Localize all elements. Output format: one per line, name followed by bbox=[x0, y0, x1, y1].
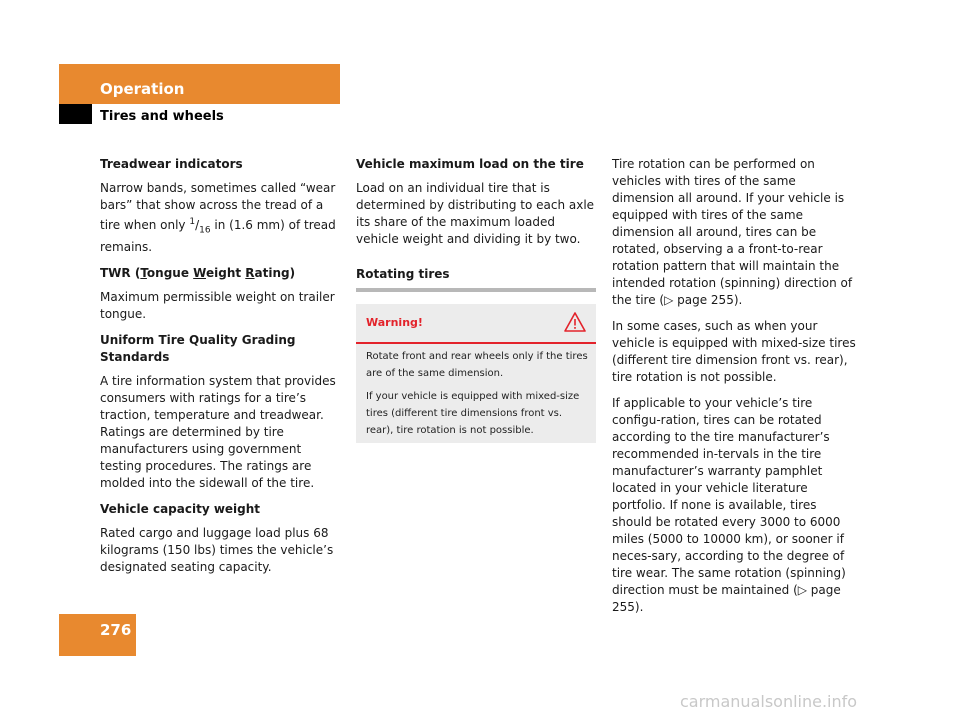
page-number: 276 bbox=[100, 621, 132, 639]
treadwear-text: Narrow bands, sometimes called “wear bars” that show across the tread of a tire when only $^1/_{16}$ in (1.6 mm) of tread remains. bbox=[100, 181, 336, 255]
capacity-heading: Vehicle capacity weight bbox=[100, 502, 261, 517]
column-middle bbox=[356, 156, 596, 292]
treadwear-heading: Treadwear indicators bbox=[100, 157, 243, 171]
fraction: $^1/_{16}$ bbox=[189, 217, 211, 236]
column-right bbox=[612, 156, 857, 625]
maxload-heading: Vehicle maximum load on the tire bbox=[356, 157, 584, 171]
warning-header bbox=[356, 304, 596, 344]
rotation-text-3: If applicable to your vehicle’s tire configu-ration, tires can be rotated according to the tire manufacturer’s recommended in-tervals in the tire manufacturer’s warranty pamphlet located in your vehicle literature portfolio. If none is available, tires should be rotated every 3000 to 6000 miles (5000 to 10000 km), or sooner if neces-sary, according to the degree of tire wear. The same rotation (spinning) direction must be maintained (▷ page 255). bbox=[612, 396, 846, 614]
warning-box bbox=[356, 304, 596, 443]
warning-text-1: Rotate front and rear wheels only if the tires are of the same dimension. bbox=[366, 351, 588, 379]
warning-body bbox=[366, 348, 588, 445]
twr-heading: TWR (Tongue Weight Rating) bbox=[100, 266, 296, 281]
utqg-text: A tire information system that provides consumers with ratings for a tire’s traction, temperature and treadwear. Ratings are determined by tire manufacturers using government testing procedures. The ratings are molded into the sidewall of the tire. bbox=[100, 374, 336, 491]
warning-triangle-icon bbox=[564, 312, 586, 332]
twr-text: Maximum permissible weight on trailer tongue. bbox=[100, 290, 335, 322]
capacity-text: Rated cargo and luggage load plus 68 kilograms (150 lbs) times the vehicle’s designated seating capacity. bbox=[100, 526, 334, 575]
maxload-text: Load on an individual tire that is determined by distributing to each axle its share of the maximum loaded vehicle weight and dividing it by two. bbox=[356, 181, 595, 246]
watermark: carmanualsonline.info bbox=[680, 692, 858, 711]
warning-title: Warning! bbox=[366, 316, 423, 329]
header-marker bbox=[59, 104, 92, 124]
warning-text-2: If your vehicle is equipped with mixed-size tires (different tire dimensions front vs. rear), tire rotation is not possible. bbox=[366, 391, 580, 436]
section-title: Operation bbox=[100, 80, 185, 98]
rotation-text-2: In some cases, such as when your vehicle is equipped with mixed-size tires (different tire dimension front vs. rear), tire rotation is not possible. bbox=[612, 319, 856, 384]
column-left bbox=[100, 156, 345, 585]
utqg-heading: Uniform Tire Quality Grading Standards bbox=[100, 333, 296, 365]
rotation-text-1: Tire rotation can be performed on vehicles with tires of the same dimension all around. If your vehicle is equipped with tires of the same dimension all around, tires can be rotated, observing a a front-to-rear rotation pattern that will maintain the intended rotation (spinning) direction of the tire (▷ page 255). bbox=[612, 157, 853, 307]
rotating-heading: Rotating tires bbox=[356, 266, 596, 292]
subsection-title: Tires and wheels bbox=[100, 109, 224, 124]
